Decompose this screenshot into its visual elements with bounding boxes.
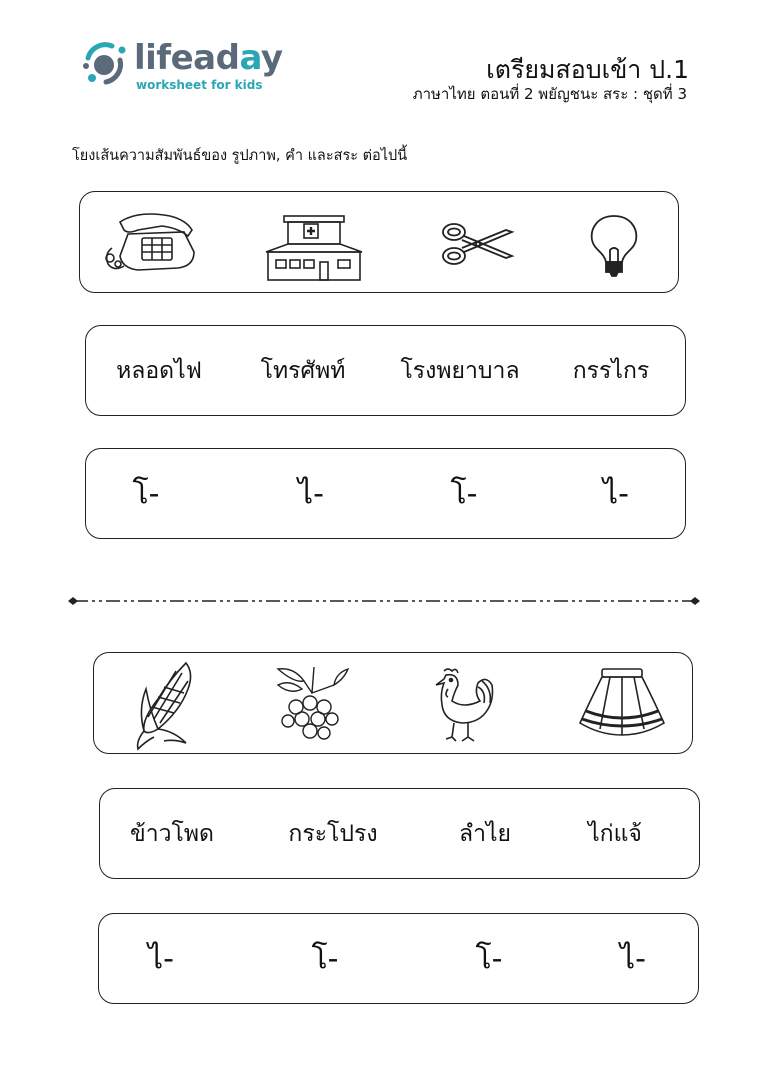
longan-icon <box>274 663 350 743</box>
scissors-icon <box>440 220 516 268</box>
page-subtitle: ภาษาไทย ตอนที่ 2 พยัญชนะ สระ : ชุดที่ 3 <box>412 85 687 103</box>
word-5: ข้าวโพด <box>129 820 215 847</box>
picture-box-2 <box>93 652 693 754</box>
word-7: ลำไย <box>458 820 512 847</box>
vowel-7: โ- <box>475 941 503 976</box>
logo-mark-icon <box>82 38 132 90</box>
word-8: ไก่แจ้ <box>588 820 642 847</box>
word-box-2 <box>99 788 700 879</box>
vowel-1: โ- <box>132 476 160 511</box>
vowel-4: ไ- <box>603 476 629 511</box>
vowel-5: ไ- <box>148 941 174 976</box>
word-box-1 <box>85 325 686 416</box>
word-6: กระโปรง <box>288 820 378 847</box>
page-title: เตรียมสอบเข้า ป.1 <box>486 55 689 84</box>
word-1: หลอดไฟ <box>116 357 202 384</box>
logo-text-highlight: a <box>239 38 261 78</box>
vowel-8: ไ- <box>620 941 646 976</box>
word-4: กรรไกร <box>572 357 650 384</box>
telephone-icon <box>98 208 198 276</box>
corn-icon <box>134 659 200 751</box>
section-divider <box>68 592 700 610</box>
word-3: โรงพยาบาล <box>400 357 520 384</box>
word-2: โทรศัพท์ <box>260 357 346 384</box>
instruction-text: โยงเส้นความสัมพันธ์ของ รูปภาพ, คำ และสระ ต่อไปนี้ <box>72 148 408 164</box>
rooster-icon <box>424 665 496 745</box>
picture-box-1 <box>79 191 679 293</box>
logo-text: lifeaday <box>134 38 283 78</box>
vowel-2: ไ- <box>298 476 324 511</box>
hospital-icon <box>264 212 364 282</box>
vowel-box-1 <box>85 448 686 539</box>
vowel-box-2 <box>98 913 699 1004</box>
vowel-6: โ- <box>311 941 339 976</box>
vowel-3: โ- <box>450 476 478 511</box>
logo-tagline: worksheet for kids <box>136 78 263 92</box>
logo-wordmark <box>134 38 283 78</box>
logo <box>82 38 282 98</box>
light-bulb-icon <box>586 212 642 278</box>
skirt-icon <box>576 665 666 739</box>
